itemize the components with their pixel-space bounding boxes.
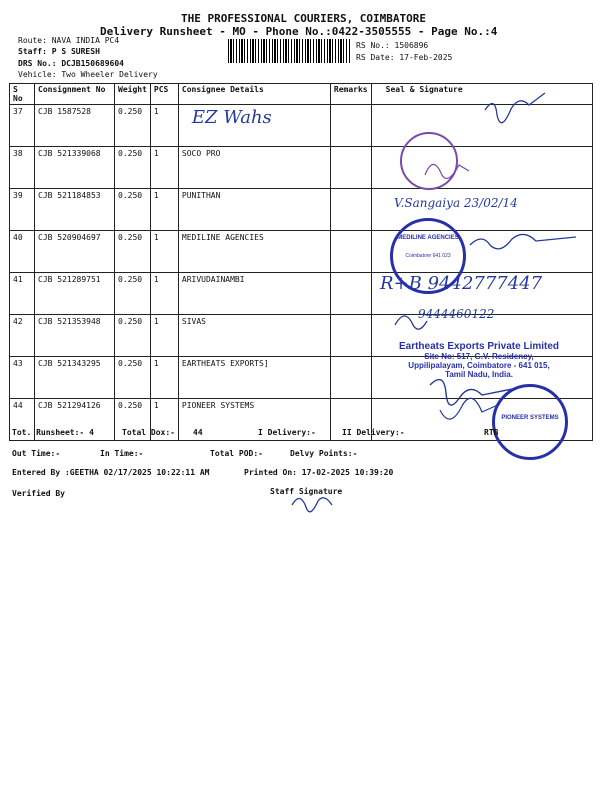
- vehicle: Vehicle: Two Wheeler Delivery: [18, 70, 158, 79]
- cell-weight: 0.250: [115, 315, 151, 357]
- eartheats-stamp-line1: Eartheats Exports Private Limited: [398, 341, 560, 352]
- cell-consignee: PUNITHAN: [178, 189, 330, 231]
- col-sno: S No: [10, 84, 35, 105]
- cell-pcs: 1: [150, 315, 178, 357]
- cell-consignment: CJB 1587528: [35, 105, 115, 147]
- signature-row37: [485, 93, 545, 123]
- cell-pcs: 1: [150, 189, 178, 231]
- pioneer-stamp-text: PIONEER SYSTEMS: [501, 415, 559, 421]
- cell-sno: 41: [10, 273, 35, 315]
- drs-no: DRS No.: DCJB150689604: [18, 59, 124, 68]
- printed-on: Printed On: 17-02-2025 10:39:20: [244, 468, 394, 477]
- cell-sno: 40: [10, 231, 35, 273]
- total-dox-value: 44: [193, 428, 203, 437]
- cell-consignment: CJB 521289751: [35, 273, 115, 315]
- mediline-stamp-sub: Coimbatore 641 023: [405, 253, 451, 259]
- cell-weight: 0.250: [115, 189, 151, 231]
- mediline-stamp: [390, 218, 466, 294]
- cell-sno: 39: [10, 189, 35, 231]
- total-dox-label: Total Dox:-: [122, 428, 175, 437]
- total-pod: Total POD:-: [210, 449, 263, 458]
- cell-consignee: SIVAS: [178, 315, 330, 357]
- cell-pcs: 1: [150, 399, 178, 441]
- cell-consignment: CJB 521343295: [35, 357, 115, 399]
- cell-weight: 0.250: [115, 273, 151, 315]
- eartheats-stamp-line4: Tamil Nadu, India.: [445, 370, 513, 379]
- ii-delivery: II Delivery:-: [342, 428, 405, 437]
- col-consignee: Consignee Details: [178, 84, 330, 105]
- cell-pcs: 1: [150, 357, 178, 399]
- staff: Staff: P S SURESH: [18, 47, 100, 56]
- route: Route: NAVA INDIA PC4: [18, 36, 120, 45]
- cell-weight: 0.250: [115, 231, 151, 273]
- in-time: In Time:-: [100, 449, 144, 458]
- i-delivery: I Delivery:-: [258, 428, 316, 437]
- signature-row40: [470, 234, 576, 248]
- cell-consignment: CJB 520904697: [35, 231, 115, 273]
- cell-consignee: SOCO PRO: [178, 147, 330, 189]
- handwritten-phone-row42: 9444460122: [418, 307, 495, 321]
- cell-weight: 0.250: [115, 357, 151, 399]
- handwritten-phone-row41: R+B 9442777447: [380, 273, 543, 294]
- pioneer-stamp: [492, 384, 568, 460]
- cell-consignee: MEDILINE AGENCIES: [178, 231, 330, 273]
- cell-consignment: CJB 521353948: [35, 315, 115, 357]
- purple-seal-stamp: [400, 132, 458, 190]
- cell-sno: 37: [10, 105, 35, 147]
- delvy-points: Delvy Points:-: [290, 449, 358, 458]
- verified-by: Verified By: [12, 489, 65, 498]
- cell-pcs: 1: [150, 273, 178, 315]
- col-weight: Weight: [115, 84, 151, 105]
- staff-signature-label: Staff Signature: [270, 487, 343, 496]
- cell-consignment: CJB 521294126: [35, 399, 115, 441]
- cell-consignee: ARIVUDAINAMBI: [178, 273, 330, 315]
- eartheats-stamp-line2: Site No: 517, G.V. Residency,: [424, 352, 534, 361]
- cell-consignee: EARTHEATS EXPORTS]: [178, 357, 330, 399]
- cell-consignment: CJB 521339068: [35, 147, 115, 189]
- handwritten-sig-row40: V.Sangaiya 23/02/14: [394, 196, 518, 210]
- rs-date: RS Date: 17-Feb-2025: [356, 53, 453, 62]
- rs-no: RS No.: 1506896: [356, 41, 429, 50]
- cell-consignee: PIONEER SYSTEMS: [178, 399, 330, 441]
- eartheats-stamp: [368, 341, 590, 379]
- signature-row44: [440, 398, 500, 419]
- cell-weight: 0.250: [115, 399, 151, 441]
- cell-consignment: CJB 521184853: [35, 189, 115, 231]
- eartheats-stamp-line3: Uppilipalayam, Coimbatore - 641 015,: [408, 361, 550, 370]
- col-remarks: Remarks: [330, 84, 371, 105]
- cell-sno: 43: [10, 357, 35, 399]
- company-title: THE PROFESSIONAL COURIERS, COIMBATORE: [181, 12, 427, 25]
- out-time: Out Time:-: [12, 449, 61, 458]
- rtb: RTB: [484, 428, 499, 437]
- entered-by: Entered By :GEETHA 02/17/2025 10:22:11 AM: [12, 468, 210, 477]
- col-consignment: Consignment No: [35, 84, 115, 105]
- col-pcs: PCS: [150, 84, 178, 105]
- cell-weight: 0.250: [115, 105, 151, 147]
- tot-runsheet: Tot. Runsheet:- 4: [12, 428, 94, 437]
- cell-pcs: 1: [150, 105, 178, 147]
- cell-weight: 0.250: [115, 147, 151, 189]
- cell-sno: 38: [10, 147, 35, 189]
- handwritten-consignee: EZ Wahs: [191, 107, 272, 128]
- cell-sno: 42: [10, 315, 35, 357]
- cell-pcs: 1: [150, 147, 178, 189]
- mediline-stamp-text: MEDILINE AGENCIES: [397, 235, 459, 241]
- runsheet-subtitle: Delivery Runsheet - MO - Phone No.:0422-3505555 - Page No.:4: [100, 25, 498, 38]
- staff-signature-mark: [292, 498, 332, 512]
- col-seal: Seal & Signature: [371, 84, 592, 105]
- cell-sno: 44: [10, 399, 35, 441]
- cell-pcs: 1: [150, 231, 178, 273]
